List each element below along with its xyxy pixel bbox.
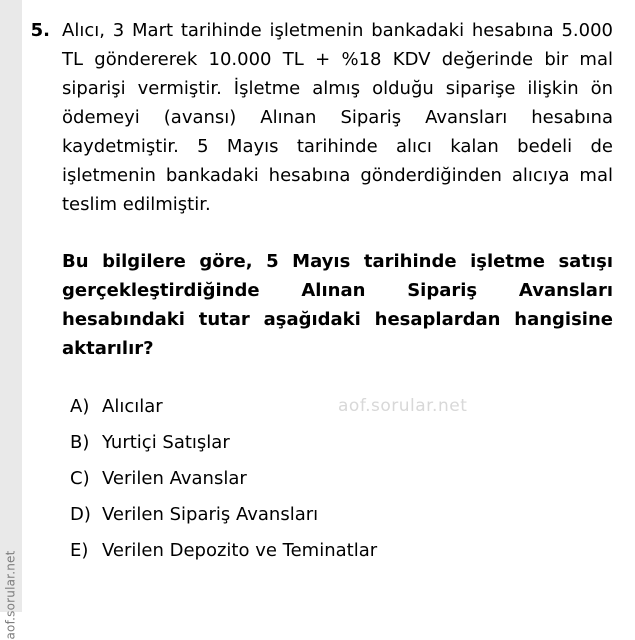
option-e[interactable] [62, 533, 613, 569]
option-c-text: Verilen Avanslar [102, 468, 247, 489]
option-e-text: Verilen Depozito ve Teminatlar [102, 540, 378, 561]
center-watermark: aof.sorular.net [338, 396, 468, 416]
options-list [62, 389, 613, 569]
question-stem: Alıcı, 3 Mart tarihinde işletmenin bankadaki hesabına 5.000 TL göndererek 10.000 TL + %18 KDV değerinde bir mal siparişi vermiştir. İşletme almış olduğu siparişe ilişkin ön ödemeyi (avansı) Alınan Sipariş Avansları hesabına kaydetmiştir. 5 Mayıs tarihinde alıcı kalan bedeli de işletmenin bankadaki hesabına gönderdiğinden alıcıya mal teslim edilmiştir. [62, 20, 613, 215]
question-number: 5. [30, 20, 50, 41]
option-e-letter: E) [70, 540, 89, 561]
option-a[interactable] [62, 389, 613, 425]
option-a-letter: A) [70, 396, 90, 417]
option-d-text: Verilen Sipariş Avansları [102, 504, 319, 525]
option-a-text: Alıcılar [102, 396, 163, 417]
left-watermark [0, 0, 22, 640]
option-b[interactable] [62, 425, 613, 461]
question-body [62, 16, 613, 569]
question-prompt: Bu bilgilere göre, 5 Mayıs tarihinde işletme satışı gerçekleştirdiğinde Alınan Sipariş Avansları hesabındaki tutar aşağıdaki hesaplardan hangisine aktarılır? [62, 251, 613, 359]
left-watermark-text: aof.sorular.net [4, 550, 18, 640]
question-block [22, 0, 635, 612]
option-c-letter: C) [70, 468, 90, 489]
option-d[interactable] [62, 497, 613, 533]
option-c[interactable] [62, 461, 613, 497]
option-d-letter: D) [70, 504, 91, 525]
option-b-letter: B) [70, 432, 90, 453]
question-row [22, 16, 613, 569]
option-b-text: Yurtiçi Satışlar [102, 432, 230, 453]
